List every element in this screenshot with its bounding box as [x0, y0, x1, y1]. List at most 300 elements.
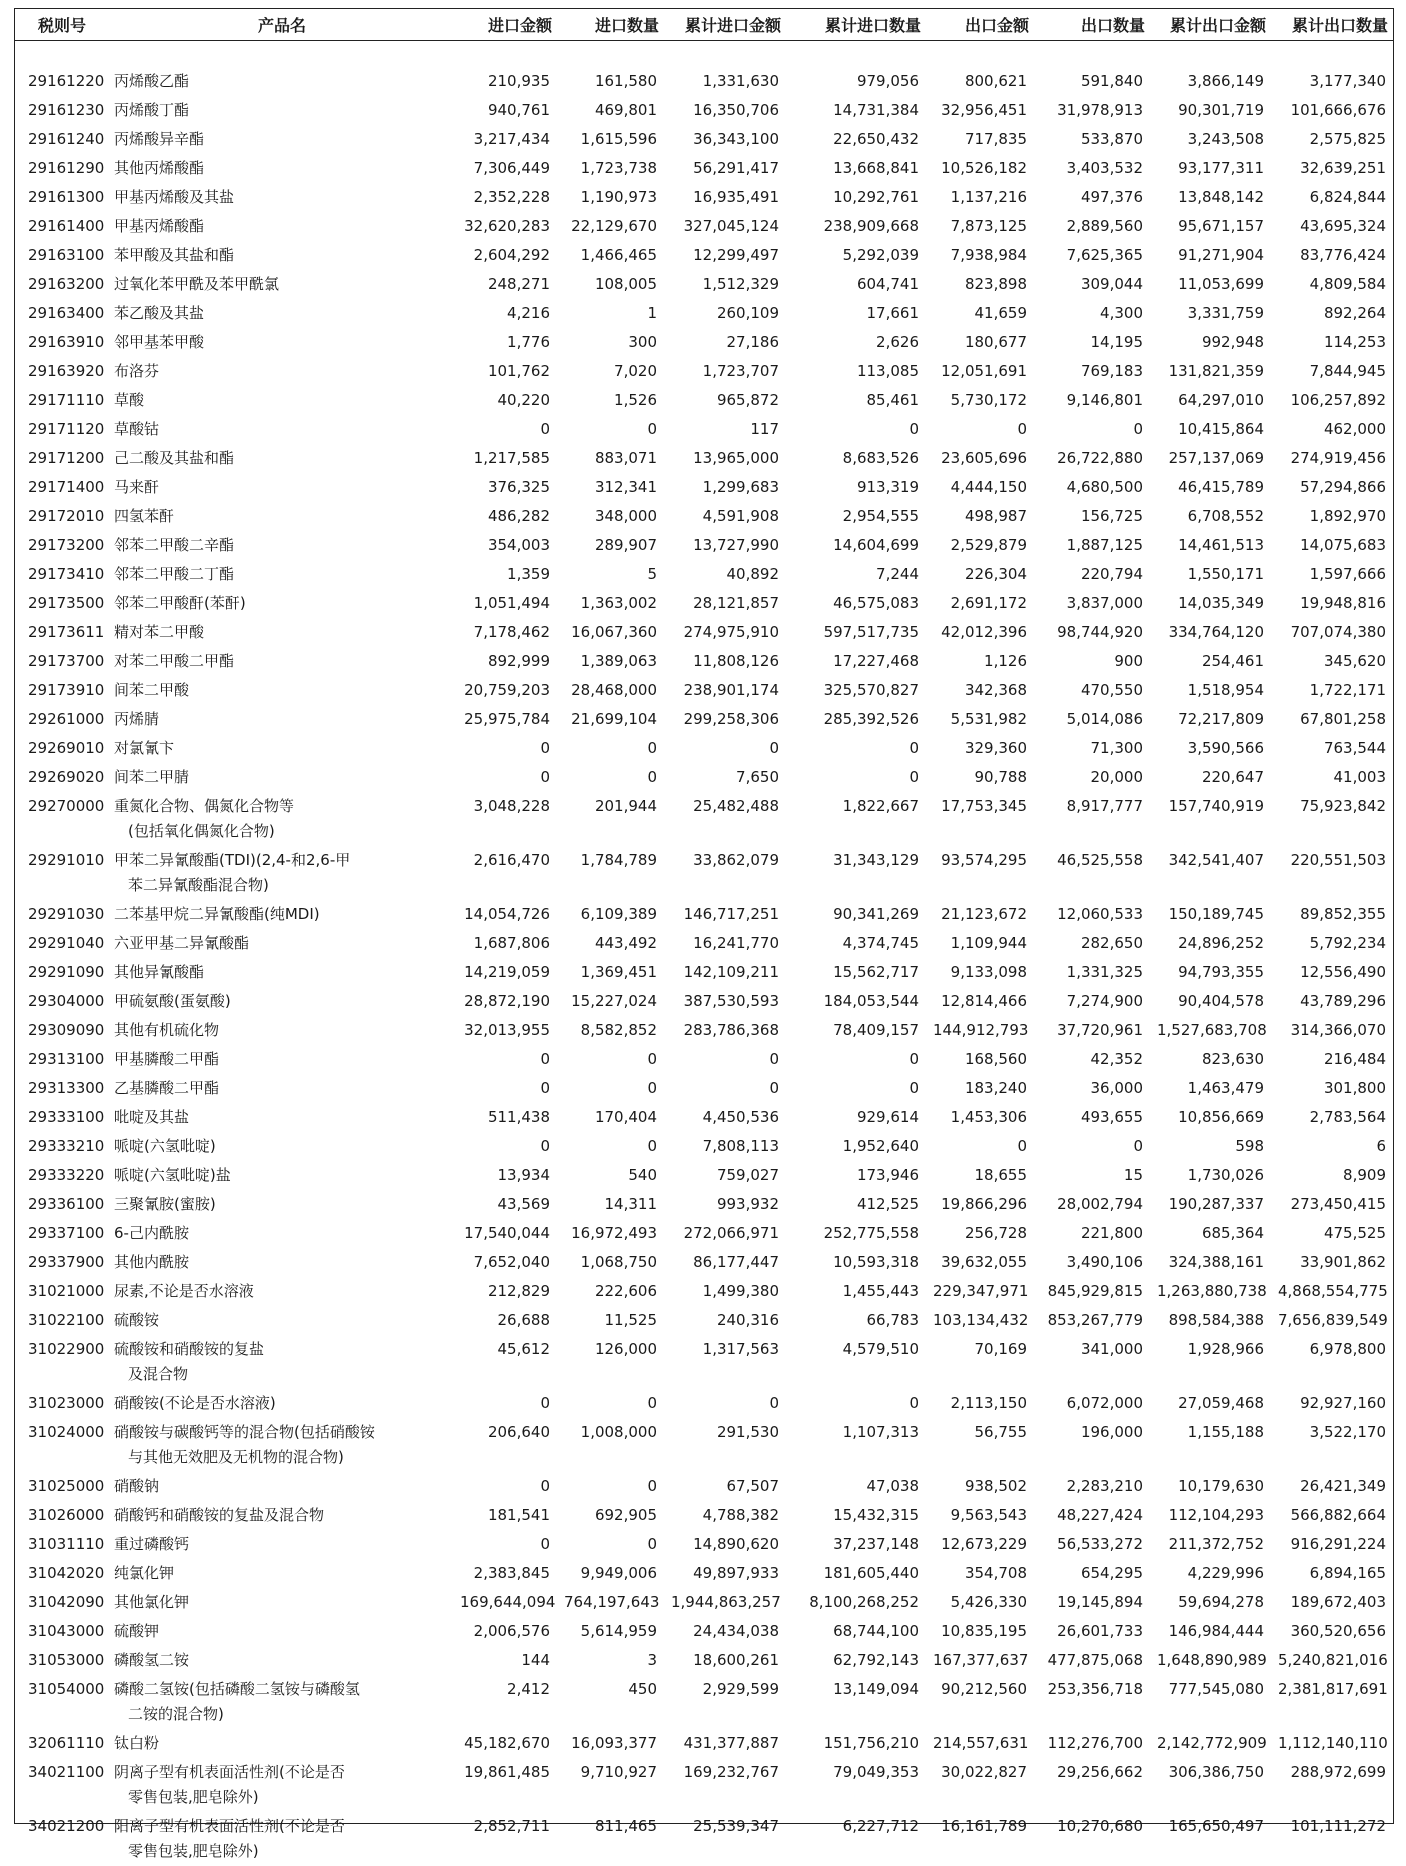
- cumulative-import-value: 1,299,683: [665, 473, 787, 502]
- cumulative-import-value: 24,434,038: [665, 1617, 787, 1646]
- import-quantity: 692,905: [558, 1501, 665, 1530]
- table-row: [14, 1248, 1394, 1277]
- header-export-value: 出口金额: [927, 8, 1035, 41]
- cumulative-export-quantity: 301,800: [1272, 1074, 1394, 1103]
- import-value: 43,569: [454, 1190, 558, 1219]
- import-quantity: 0: [558, 1074, 665, 1103]
- tariff-code: 29173910: [14, 676, 110, 705]
- tariff-code: 29336100: [14, 1190, 110, 1219]
- import-quantity: 15,227,024: [558, 987, 665, 1016]
- cumulative-export-value: 992,948: [1151, 328, 1272, 357]
- cumulative-export-quantity: 916,291,224: [1272, 1530, 1394, 1559]
- import-quantity: 1,190,973: [558, 183, 665, 212]
- cumulative-import-value: 25,482,488: [665, 792, 787, 846]
- table-row: [14, 1074, 1394, 1103]
- export-quantity: 497,376: [1035, 183, 1151, 212]
- cumulative-import-value: 993,932: [665, 1190, 787, 1219]
- table-row: [14, 1588, 1394, 1617]
- cumulative-import-quantity: 113,085: [787, 357, 927, 386]
- cumulative-import-value: 27,186: [665, 328, 787, 357]
- product-name-line: 磷酸二氢铵(包括磷酸二氢铵与磷酸氢: [114, 1677, 448, 1702]
- tariff-code: 29163100: [14, 241, 110, 270]
- product-name-line: 其他丙烯酸酯: [114, 156, 448, 181]
- cumulative-import-value: 0: [665, 1389, 787, 1418]
- import-value: 14,054,726: [454, 900, 558, 929]
- product-name: [110, 1530, 454, 1559]
- tariff-code: 31025000: [14, 1472, 110, 1501]
- cumulative-import-value: 146,717,251: [665, 900, 787, 929]
- export-quantity: 5,014,086: [1035, 705, 1151, 734]
- tariff-code: 29161240: [14, 125, 110, 154]
- tariff-code: 29337900: [14, 1248, 110, 1277]
- import-value: 3,217,434: [454, 125, 558, 154]
- table-row: [14, 705, 1394, 734]
- product-name-line: 精对苯二甲酸: [114, 620, 448, 645]
- product-name-line: 哌啶(六氢吡啶): [114, 1134, 448, 1159]
- cumulative-import-value: 272,066,971: [665, 1219, 787, 1248]
- cumulative-export-quantity: 7,656,839,549: [1272, 1306, 1394, 1335]
- product-name: [110, 531, 454, 560]
- tariff-code: 31042090: [14, 1588, 110, 1617]
- import-quantity: 348,000: [558, 502, 665, 531]
- tariff-code: 31053000: [14, 1646, 110, 1675]
- import-value: 210,935: [454, 67, 558, 96]
- product-name-line: 重氮化合物、偶氮化合物等: [114, 794, 448, 819]
- product-name-line: 硫酸铵: [114, 1308, 448, 1333]
- cumulative-export-quantity: 1,892,970: [1272, 502, 1394, 531]
- cumulative-export-value: 777,545,080: [1151, 1675, 1272, 1729]
- cumulative-export-value: 131,821,359: [1151, 357, 1272, 386]
- cumulative-export-quantity: 43,789,296: [1272, 987, 1394, 1016]
- product-name: [110, 1617, 454, 1646]
- export-value: 183,240: [927, 1074, 1035, 1103]
- export-value: 180,677: [927, 328, 1035, 357]
- import-quantity: 1,363,002: [558, 589, 665, 618]
- tariff-code: 34021100: [14, 1758, 110, 1812]
- export-value: 23,605,696: [927, 444, 1035, 473]
- cumulative-import-quantity: 979,056: [787, 67, 927, 96]
- import-value: 0: [454, 1389, 558, 1418]
- table-row: [14, 1501, 1394, 1530]
- cumulative-export-quantity: 14,075,683: [1272, 531, 1394, 560]
- product-name: [110, 183, 454, 212]
- cumulative-import-quantity: 238,909,668: [787, 212, 927, 241]
- table-row: [14, 1472, 1394, 1501]
- product-name-line: 草酸: [114, 388, 448, 413]
- cumulative-import-value: 431,377,887: [665, 1729, 787, 1758]
- product-name: [110, 618, 454, 647]
- cumulative-export-value: 254,461: [1151, 647, 1272, 676]
- product-name: [110, 328, 454, 357]
- export-quantity: 853,267,779: [1035, 1306, 1151, 1335]
- cumulative-import-quantity: 0: [787, 1045, 927, 1074]
- export-quantity: 221,800: [1035, 1219, 1151, 1248]
- cumulative-import-value: 11,808,126: [665, 647, 787, 676]
- cumulative-import-quantity: 15,562,717: [787, 958, 927, 987]
- cumulative-export-value: 95,671,157: [1151, 212, 1272, 241]
- cumulative-import-quantity: 31,343,129: [787, 846, 927, 900]
- export-value: 7,873,125: [927, 212, 1035, 241]
- product-name-line: 三聚氰胺(蜜胺): [114, 1192, 448, 1217]
- export-value: 56,755: [927, 1418, 1035, 1472]
- header-cumulative-export-quantity: 累计出口数量: [1272, 8, 1394, 41]
- table-row: [14, 299, 1394, 328]
- cumulative-import-value: 4,450,536: [665, 1103, 787, 1132]
- export-value: 5,531,982: [927, 705, 1035, 734]
- import-value: 3,048,228: [454, 792, 558, 846]
- table-row: [14, 734, 1394, 763]
- cumulative-import-value: 13,727,990: [665, 531, 787, 560]
- tariff-code: 29337100: [14, 1219, 110, 1248]
- cumulative-export-value: 342,541,407: [1151, 846, 1272, 900]
- cumulative-export-quantity: 220,551,503: [1272, 846, 1394, 900]
- product-name: [110, 96, 454, 125]
- product-name-line: 苯乙酸及其盐: [114, 301, 448, 326]
- cumulative-import-value: 169,232,767: [665, 1758, 787, 1812]
- tariff-code: 29161230: [14, 96, 110, 125]
- product-name: [110, 212, 454, 241]
- cumulative-import-quantity: 17,227,468: [787, 647, 927, 676]
- cumulative-import-quantity: 1,822,667: [787, 792, 927, 846]
- cumulative-import-value: 1,512,329: [665, 270, 787, 299]
- cumulative-export-value: 10,179,630: [1151, 1472, 1272, 1501]
- cumulative-import-quantity: 0: [787, 415, 927, 444]
- export-quantity: 900: [1035, 647, 1151, 676]
- export-quantity: 3,837,000: [1035, 589, 1151, 618]
- product-name-line: 过氧化苯甲酰及苯甲酰氯: [114, 272, 448, 297]
- cumulative-export-value: 1,527,683,708: [1151, 1016, 1272, 1045]
- import-quantity: 1,389,063: [558, 647, 665, 676]
- export-value: 168,560: [927, 1045, 1035, 1074]
- tariff-code: 29171400: [14, 473, 110, 502]
- export-quantity: 493,655: [1035, 1103, 1151, 1132]
- import-quantity: 16,972,493: [558, 1219, 665, 1248]
- product-name-continuation: 苯二异氰酸酯混合物): [114, 873, 448, 898]
- import-value: 1,776: [454, 328, 558, 357]
- export-quantity: 71,300: [1035, 734, 1151, 763]
- product-name-line: 邻苯二甲酸酐(苯酐): [114, 591, 448, 616]
- cumulative-export-quantity: 3,177,340: [1272, 67, 1394, 96]
- cumulative-import-value: 16,935,491: [665, 183, 787, 212]
- cumulative-export-value: 11,053,699: [1151, 270, 1272, 299]
- cumulative-export-quantity: 1,112,140,110: [1272, 1729, 1394, 1758]
- product-name-continuation: 二铵的混合物): [114, 1702, 448, 1727]
- export-quantity: 220,794: [1035, 560, 1151, 589]
- tariff-code: 29173611: [14, 618, 110, 647]
- table-row: [14, 502, 1394, 531]
- cumulative-import-quantity: 2,626: [787, 328, 927, 357]
- cumulative-export-quantity: 1,722,171: [1272, 676, 1394, 705]
- cumulative-export-value: 72,217,809: [1151, 705, 1272, 734]
- product-name: [110, 987, 454, 1016]
- cumulative-export-quantity: 763,544: [1272, 734, 1394, 763]
- table-row: [14, 270, 1394, 299]
- cumulative-export-quantity: 216,484: [1272, 1045, 1394, 1074]
- product-name: [110, 1758, 454, 1812]
- import-value: 28,872,190: [454, 987, 558, 1016]
- export-quantity: 477,875,068: [1035, 1646, 1151, 1675]
- cumulative-export-quantity: 1,597,666: [1272, 560, 1394, 589]
- cumulative-import-quantity: 2,954,555: [787, 502, 927, 531]
- product-name: [110, 676, 454, 705]
- export-value: 16,161,789: [927, 1812, 1035, 1866]
- table-row: [14, 1675, 1394, 1729]
- import-quantity: 108,005: [558, 270, 665, 299]
- import-value: 4,216: [454, 299, 558, 328]
- product-name: [110, 357, 454, 386]
- tariff-code: 29333100: [14, 1103, 110, 1132]
- cumulative-import-value: 4,788,382: [665, 1501, 787, 1530]
- import-value: 7,652,040: [454, 1248, 558, 1277]
- import-quantity: 312,341: [558, 473, 665, 502]
- product-name-line: 苯甲酸及其盐和酯: [114, 243, 448, 268]
- import-quantity: 201,944: [558, 792, 665, 846]
- cumulative-import-value: 13,965,000: [665, 444, 787, 473]
- export-quantity: 10,270,680: [1035, 1812, 1151, 1866]
- import-quantity: 1,615,596: [558, 125, 665, 154]
- tariff-code: 31022100: [14, 1306, 110, 1335]
- tariff-code: 34021200: [14, 1812, 110, 1866]
- import-quantity: 21,699,104: [558, 705, 665, 734]
- import-value: 486,282: [454, 502, 558, 531]
- export-value: 7,938,984: [927, 241, 1035, 270]
- export-value: 329,360: [927, 734, 1035, 763]
- import-quantity: 14,311: [558, 1190, 665, 1219]
- cumulative-export-value: 3,331,759: [1151, 299, 1272, 328]
- cumulative-export-quantity: 345,620: [1272, 647, 1394, 676]
- table-row: [14, 1812, 1394, 1866]
- cumulative-export-quantity: 26,421,349: [1272, 1472, 1394, 1501]
- table-row: [14, 1161, 1394, 1190]
- cumulative-import-quantity: 4,374,745: [787, 929, 927, 958]
- export-value: 90,212,560: [927, 1675, 1035, 1729]
- import-value: 2,352,228: [454, 183, 558, 212]
- product-name-line: 哌啶(六氢吡啶)盐: [114, 1163, 448, 1188]
- product-name: [110, 1418, 454, 1472]
- cumulative-export-quantity: 3,522,170: [1272, 1418, 1394, 1472]
- cumulative-import-quantity: 8,683,526: [787, 444, 927, 473]
- export-value: 2,691,172: [927, 589, 1035, 618]
- cumulative-import-quantity: 66,783: [787, 1306, 927, 1335]
- cumulative-import-quantity: 8,100,268,252: [787, 1588, 927, 1617]
- import-quantity: 28,468,000: [558, 676, 665, 705]
- import-value: 2,383,845: [454, 1559, 558, 1588]
- cumulative-import-quantity: 285,392,526: [787, 705, 927, 734]
- import-quantity: 9,949,006: [558, 1559, 665, 1588]
- tariff-code: 29161220: [14, 67, 110, 96]
- tariff-code: 29173500: [14, 589, 110, 618]
- cumulative-export-quantity: 7,844,945: [1272, 357, 1394, 386]
- cumulative-export-quantity: 33,901,862: [1272, 1248, 1394, 1277]
- export-quantity: 533,870: [1035, 125, 1151, 154]
- product-name: [110, 154, 454, 183]
- cumulative-import-quantity: 90,341,269: [787, 900, 927, 929]
- import-value: 2,412: [454, 1675, 558, 1729]
- cumulative-import-quantity: 252,775,558: [787, 1219, 927, 1248]
- import-quantity: 0: [558, 734, 665, 763]
- import-value: 1,687,806: [454, 929, 558, 958]
- cumulative-import-quantity: 79,049,353: [787, 1758, 927, 1812]
- export-value: 12,673,229: [927, 1530, 1035, 1559]
- tariff-code: 29313300: [14, 1074, 110, 1103]
- export-quantity: 0: [1035, 1132, 1151, 1161]
- tariff-code: 29171110: [14, 386, 110, 415]
- export-value: 41,659: [927, 299, 1035, 328]
- product-name-line: 丙烯酸异辛酯: [114, 127, 448, 152]
- cumulative-import-quantity: 1,952,640: [787, 1132, 927, 1161]
- import-quantity: 222,606: [558, 1277, 665, 1306]
- product-name-line: 吡啶及其盐: [114, 1105, 448, 1130]
- product-name: [110, 1472, 454, 1501]
- import-quantity: 764,197,643: [558, 1588, 665, 1617]
- table-row: [14, 1045, 1394, 1074]
- table-row: [14, 386, 1394, 415]
- import-value: 40,220: [454, 386, 558, 415]
- export-value: 70,169: [927, 1335, 1035, 1389]
- cumulative-export-quantity: 43,695,324: [1272, 212, 1394, 241]
- cumulative-export-value: 4,229,996: [1151, 1559, 1272, 1588]
- product-name: [110, 1306, 454, 1335]
- tariff-code: 29161300: [14, 183, 110, 212]
- product-name-line: 尿素,不论是否水溶液: [114, 1279, 448, 1304]
- cumulative-export-value: 190,287,337: [1151, 1190, 1272, 1219]
- table-row: [14, 154, 1394, 183]
- export-value: 256,728: [927, 1219, 1035, 1248]
- cumulative-export-quantity: 2,381,817,691: [1272, 1675, 1394, 1729]
- product-name: [110, 846, 454, 900]
- table-row: [14, 1277, 1394, 1306]
- export-value: 12,051,691: [927, 357, 1035, 386]
- cumulative-import-value: 274,975,910: [665, 618, 787, 647]
- import-value: 248,271: [454, 270, 558, 299]
- tariff-code: 29269010: [14, 734, 110, 763]
- product-name-line: 六亚甲基二异氰酸酯: [114, 931, 448, 956]
- cumulative-export-value: 1,648,890,989: [1151, 1646, 1272, 1675]
- import-quantity: 126,000: [558, 1335, 665, 1389]
- header-cumulative-import-quantity: 累计进口数量: [787, 8, 927, 41]
- table-row: [14, 763, 1394, 792]
- tariff-code: 29333220: [14, 1161, 110, 1190]
- export-quantity: 4,680,500: [1035, 473, 1151, 502]
- table-row: [14, 1530, 1394, 1559]
- cumulative-export-value: 898,584,388: [1151, 1306, 1272, 1335]
- cumulative-import-value: 67,507: [665, 1472, 787, 1501]
- cumulative-export-value: 157,740,919: [1151, 792, 1272, 846]
- cumulative-export-quantity: 6,978,800: [1272, 1335, 1394, 1389]
- cumulative-import-quantity: 37,237,148: [787, 1530, 927, 1559]
- cumulative-export-quantity: 101,111,272: [1272, 1812, 1394, 1866]
- import-value: 2,006,576: [454, 1617, 558, 1646]
- cumulative-import-quantity: 13,668,841: [787, 154, 927, 183]
- cumulative-import-quantity: 46,575,083: [787, 589, 927, 618]
- table-row: [14, 846, 1394, 900]
- import-quantity: 5: [558, 560, 665, 589]
- table-row: [14, 1219, 1394, 1248]
- cumulative-export-value: 64,297,010: [1151, 386, 1272, 415]
- cumulative-import-value: 40,892: [665, 560, 787, 589]
- import-value: 32,013,955: [454, 1016, 558, 1045]
- cumulative-export-quantity: 4,809,584: [1272, 270, 1394, 299]
- table-row: [14, 900, 1394, 929]
- cumulative-export-value: 14,461,513: [1151, 531, 1272, 560]
- tariff-code: 31043000: [14, 1617, 110, 1646]
- import-value: 19,861,485: [454, 1758, 558, 1812]
- import-quantity: 22,129,670: [558, 212, 665, 241]
- export-quantity: 37,720,961: [1035, 1016, 1151, 1045]
- product-name: [110, 1045, 454, 1074]
- import-quantity: 1,784,789: [558, 846, 665, 900]
- cumulative-export-quantity: 5,240,821,016: [1272, 1646, 1394, 1675]
- cumulative-export-value: 1,263,880,738: [1151, 1277, 1272, 1306]
- cumulative-export-value: 10,856,669: [1151, 1103, 1272, 1132]
- cumulative-export-value: 24,896,252: [1151, 929, 1272, 958]
- import-value: 7,178,462: [454, 618, 558, 647]
- cumulative-import-quantity: 5,292,039: [787, 241, 927, 270]
- cumulative-import-value: 0: [665, 1045, 787, 1074]
- product-name: [110, 1074, 454, 1103]
- product-name: [110, 1559, 454, 1588]
- cumulative-import-value: 1,723,707: [665, 357, 787, 386]
- import-value: 144: [454, 1646, 558, 1675]
- product-name-line: 其他氯化钾: [114, 1590, 448, 1615]
- cumulative-import-quantity: 173,946: [787, 1161, 927, 1190]
- cumulative-export-value: 306,386,750: [1151, 1758, 1272, 1812]
- export-value: 39,632,055: [927, 1248, 1035, 1277]
- tariff-code: 31023000: [14, 1389, 110, 1418]
- product-name-line: 硫酸铵和硝酸铵的复盐: [114, 1337, 448, 1362]
- cumulative-export-value: 823,630: [1151, 1045, 1272, 1074]
- cumulative-export-value: 685,364: [1151, 1219, 1272, 1248]
- cumulative-import-quantity: 0: [787, 763, 927, 792]
- table-row: [14, 1617, 1394, 1646]
- cumulative-import-value: 4,591,908: [665, 502, 787, 531]
- import-value: 45,612: [454, 1335, 558, 1389]
- product-name-continuation: 零售包装,肥皂除外): [114, 1839, 448, 1864]
- cumulative-import-value: 0: [665, 1074, 787, 1103]
- tariff-code: 29161290: [14, 154, 110, 183]
- product-name-line: 邻甲基苯甲酸: [114, 330, 448, 355]
- export-value: 0: [927, 1132, 1035, 1161]
- export-value: 93,574,295: [927, 846, 1035, 900]
- product-name: [110, 1103, 454, 1132]
- tariff-code: 31022900: [14, 1335, 110, 1389]
- product-name-line: 纯氯化钾: [114, 1561, 448, 1586]
- cumulative-import-quantity: 22,650,432: [787, 125, 927, 154]
- header-import-quantity: 进口数量: [558, 8, 665, 41]
- export-value: 4,444,150: [927, 473, 1035, 502]
- cumulative-export-quantity: 57,294,866: [1272, 473, 1394, 502]
- import-quantity: 1,526: [558, 386, 665, 415]
- header-cumulative-import-value: 累计进口金额: [665, 8, 787, 41]
- import-quantity: 540: [558, 1161, 665, 1190]
- export-value: 10,835,195: [927, 1617, 1035, 1646]
- table-row: [14, 444, 1394, 473]
- product-name-line: 甲基膦酸二甲酯: [114, 1047, 448, 1072]
- cumulative-export-value: 94,793,355: [1151, 958, 1272, 987]
- export-value: 1,109,944: [927, 929, 1035, 958]
- product-name: [110, 763, 454, 792]
- import-quantity: 1,008,000: [558, 1418, 665, 1472]
- table-row: [14, 1389, 1394, 1418]
- product-name: [110, 444, 454, 473]
- import-quantity: 5,614,959: [558, 1617, 665, 1646]
- table-row: [14, 647, 1394, 676]
- cumulative-export-quantity: 6: [1272, 1132, 1394, 1161]
- product-name: [110, 473, 454, 502]
- product-name-line: 丙烯腈: [114, 707, 448, 732]
- product-name-continuation: 零售包装,肥皂除外): [114, 1785, 448, 1810]
- cumulative-import-quantity: 913,319: [787, 473, 927, 502]
